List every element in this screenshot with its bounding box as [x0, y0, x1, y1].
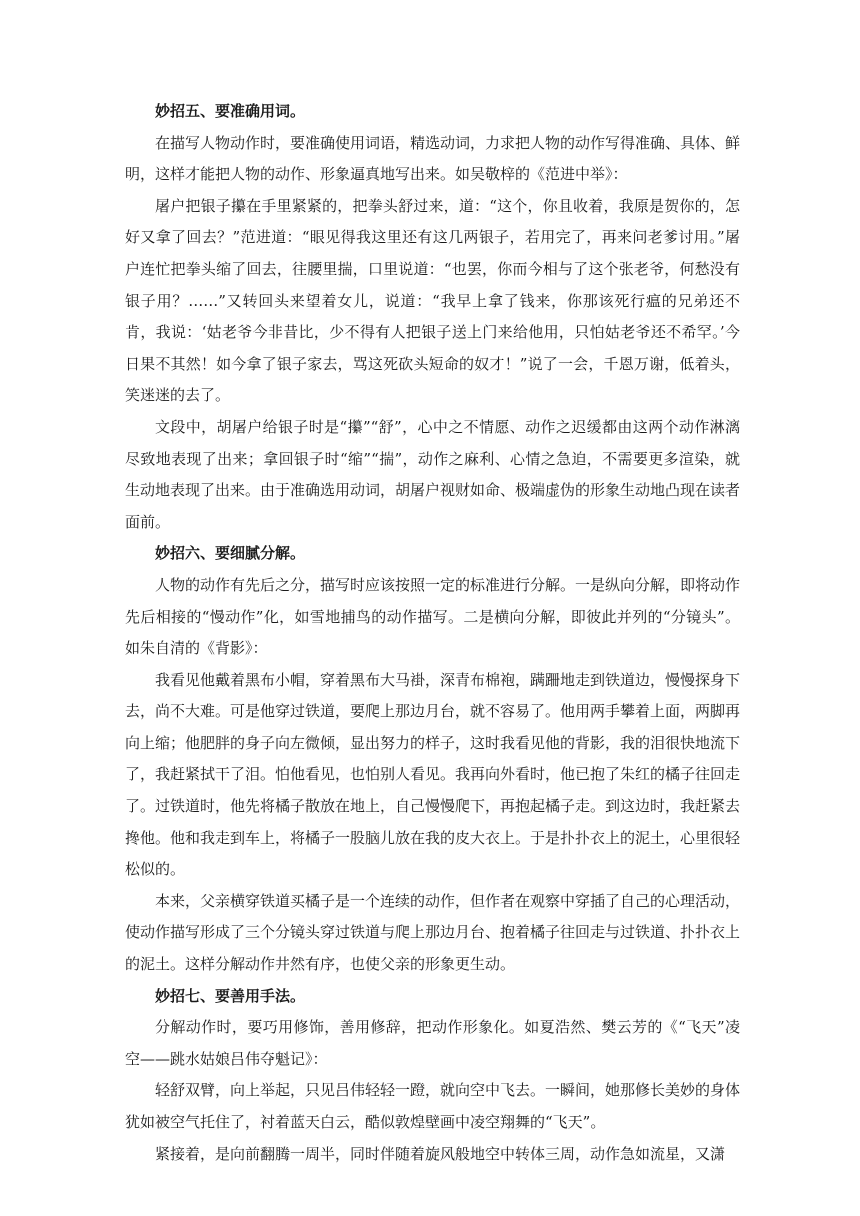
section-tip-6	[125, 538, 740, 980]
analysis-paragraph: 本来，父亲横穿铁道买橘子是一个连续的动作，但作者在观察中穿插了自己的心理活动，使动作描写形成了三个分镜头穿过铁道与爬上那边月台、抱着橘子往回走与过铁道、扑扑衣上的泥土。这样分解动作井然有序，也使父亲的形象更生动。	[125, 891, 741, 974]
body-paragraph: 分解动作时，要巧用修饰，善用修辞，把动作形象化。如夏浩然、樊云芳的《“飞天”凌空——跳水姑娘吕伟夺魁记》：	[125, 1018, 740, 1068]
body-paragraph: 人物的动作有先后之分，描写时应该按照一定的标准进行分解。一是纵向分解，即将动作先后相接的“慢动作”化，如雪地捕鸟的动作描写。二是横向分解，即彼此并列的“分镜头”。如朱自清的《背影》：	[125, 575, 741, 658]
section-tip-5	[125, 96, 740, 538]
body-paragraph: 在描写人物动作时，要准确使用词语，精选动词，力求把人物的动作写得准确、具体、鲜明，这样才能把人物的动作、形象逼真地写出来。如吴敬梓的《范进中举》：	[125, 133, 741, 184]
section-heading: 妙招六、要细腻分解。	[155, 544, 306, 563]
section-heading: 妙招七、要善用手法。	[155, 986, 306, 1005]
section-tip-7	[125, 981, 740, 1171]
quoted-passage: 轻舒双臂，向上举起，只见吕伟轻轻一蹬，就向空中飞去。一瞬间，她那修长美妙的身体犹如被空气托住了，衬着蓝天白云，酷似敦煌壁画中凌空翔舞的“飞天”。	[125, 1081, 741, 1131]
quoted-passage: 紧接着，是向前翻腾一周半，同时伴随着旋风般地空中转体三周，动作急如流星，又潇	[155, 1144, 726, 1163]
analysis-paragraph: 文段中，胡屠户给银子时是“攥”“舒”，心中之不情愿、动作之迟缓都由这两个动作淋漓尽致地表现了出来；拿回银子时“缩”“揣”，动作之麻利、心情之急迫，不需要更多渲染，就生动地表现了出来。由于准确选用动词，胡屠户视财如命、极端虚伪的形象生动地凸现在读者面前。	[125, 417, 741, 531]
quoted-passage: 屠户把银子攥在手里紧紧的，把拳头舒过来，道：“这个，你且收着，我原是贺你的，怎好又拿了回去？”范进道：“眼见得我这里还有这几两银子，若用完了，再来问老爹讨用。”屠户连忙把拳头缩了回去，往腰里揣，口里说道：“也罢，你而今相与了这个张老爷，何愁没有银子用？……”又转回头来望着女儿，说道：“我早上拿了钱来，你那该死行瘟的兄弟还不肯，我说：‘姑老爷今非昔比，少不得有人把银子送上门来给他用，只怕姑老爷还不希罕。’今日果不其然！如今拿了银子家去，骂这死砍头短命的奴才！”说了一会，千恩万谢，低着头，笑迷迷的去了。	[125, 196, 740, 405]
section-heading: 妙招五、要准确用词。	[155, 102, 306, 120]
quoted-passage: 我看见他戴着黑布小帽，穿着黑布大马褂，深青布棉袍，蹒跚地走到铁道边，慢慢探身下去，尚不大难。可是他穿过铁道，要爬上那边月台，就不容易了。他用两手攀着上面，两脚再向上缩；他肥胖的身子向左微倾，显出努力的样子，这时我看见他的背影，我的泪很快地流下了，我赶紧拭干了泪。怕他看见，也怕别人看见。我再向外看时，他已抱了朱红的橘子往回走了。过铁道时，他先将橘子散放在地上，自己慢慢爬下，再抱起橘子走。到这边时，我赶紧去搀他。他和我走到车上，将橘子一股脑儿放在我的皮大衣上。于是扑扑衣上的泥土，心里很轻松似的。	[125, 670, 741, 879]
